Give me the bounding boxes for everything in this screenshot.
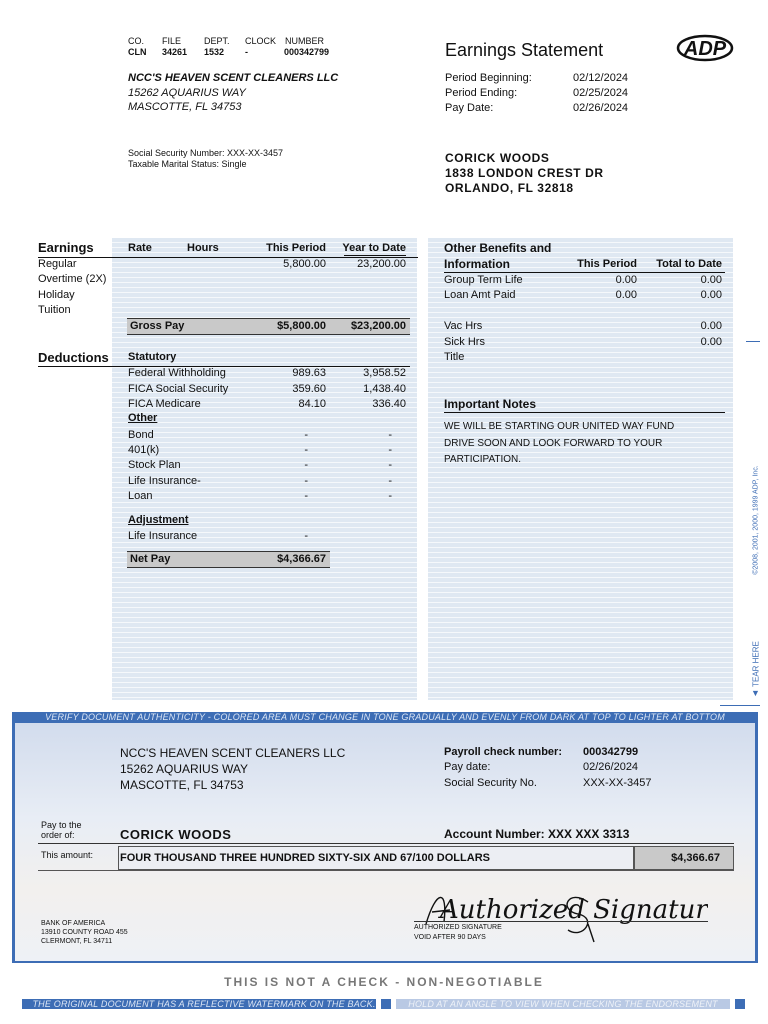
notes-title: Important Notes [444, 397, 537, 411]
net-pay-label: Net Pay [130, 553, 171, 565]
tear-line [720, 705, 760, 706]
adjustment-row-label: Life Insurance [128, 530, 198, 542]
check-company-name: NCC'S HEAVEN SCENT CLEANERS LLC [120, 746, 346, 760]
clock-label: CLOCK [245, 36, 277, 46]
banner-marker-left [22, 999, 32, 1009]
pay-date-value: 02/26/2024 [573, 102, 629, 114]
benefit-row-label: Group Term Life [444, 274, 523, 286]
pay-date-label: Pay Date: [445, 102, 494, 114]
statement-title: Earnings Statement [445, 40, 604, 60]
company-address-1: 15262 AQUARIUS WAY [128, 87, 246, 99]
company-address-2: MASCOTTE, FL 34753 [128, 101, 242, 113]
adjustment-label: Adjustment [128, 514, 189, 526]
earnings-row-label: Overtime (2X) [38, 273, 107, 285]
file-value: 34261 [162, 47, 188, 57]
check-pay-date-value: 02/26/2024 [583, 761, 639, 773]
amount-rule [38, 870, 734, 871]
bank-address-2: CLERMONT, FL 34711 [41, 938, 113, 945]
ytd-column-header: Year to Date [342, 242, 406, 254]
ssn-line: Social Security Number: XXX-XX-3457 [128, 148, 284, 158]
notes-rule [444, 412, 725, 413]
deduction-row-label: Federal Withholding [128, 367, 226, 379]
void-after-label: VOID AFTER 90 DAYS [414, 934, 486, 941]
deduction-row-ytd: 1,438.40 [363, 383, 406, 395]
benefits-total-header: Total to Date [656, 258, 722, 270]
check-ssn-label: Social Security No. [444, 777, 537, 789]
benefit-row-period: 0.00 [615, 289, 637, 301]
adjustment-row-period: - [304, 530, 308, 542]
deduction-row-period: 359.60 [292, 383, 326, 395]
hours-row-label: Title [444, 351, 465, 363]
employee-address-2: ORLANDO, FL 32818 [445, 181, 574, 195]
other-row-ytd: - [388, 459, 392, 471]
co-label: CO. [128, 36, 145, 46]
file-label: FILE [162, 36, 182, 46]
banner-marker-right [735, 999, 745, 1009]
other-row-label: Life Insurance- [128, 475, 201, 487]
payee-name: CORICK WOODS [120, 827, 232, 842]
number-value: 000342799 [284, 47, 330, 57]
tear-here-text: TEAR HERE [751, 641, 761, 687]
deduction-row-label: FICA Medicare [128, 398, 201, 410]
check-number-value: 000342799 [583, 746, 639, 758]
hours-row-total: 0.00 [700, 320, 722, 332]
bank-address-1: 13910 COUNTY ROAD 455 [41, 929, 128, 936]
gross-pay-ytd: $23,200.00 [350, 320, 406, 332]
other-row-ytd: - [388, 490, 392, 502]
pay-to-label-line2: order of: [41, 830, 75, 840]
earnings-title: Earnings [38, 240, 94, 255]
gross-pay-row [127, 318, 410, 335]
deductions-title: Deductions [38, 350, 109, 365]
deduction-row-period: 989.63 [292, 367, 326, 379]
deduction-row-period: 84.10 [298, 398, 326, 410]
hours-row-label: Sick Hrs [444, 336, 485, 348]
gross-pay-label: Gross Pay [130, 320, 185, 332]
employee-address-1: 1838 LONDON CREST DR [445, 166, 604, 180]
check-bottom-rule [12, 961, 758, 963]
other-row-label: Bond [128, 429, 154, 441]
payee-rule [38, 843, 734, 844]
ytd-overline [344, 255, 406, 256]
svg-text:Authorized Signature: Authorized Signature [440, 895, 708, 925]
authenticity-banner: VERIFY DOCUMENT AUTHENTICITY - COLORED AREA MUST CHANGE IN TONE GRADUALLY AND EVENLY FROM DARK AT TOP TO LIGHTER AT BOTTOM [12, 712, 758, 723]
account-label-text: Account Number: [444, 827, 545, 841]
dept-value: 1532 [204, 47, 225, 57]
other-row-label: Stock Plan [128, 459, 181, 471]
amount-numeric: $4,366.67 [671, 852, 720, 864]
deduction-row-ytd: 336.40 [372, 398, 406, 410]
amount-label: This amount: [41, 850, 94, 860]
number-label: NUMBER [285, 36, 325, 46]
earnings-row-label: Regular [38, 258, 77, 270]
check-company-address-1: 15262 AQUARIUS WAY [120, 762, 249, 776]
tear-arrow-icon: ▼ [751, 688, 760, 698]
period-begin-label: Period Beginning: [445, 72, 532, 84]
watermark-banner: THE ORIGINAL DOCUMENT HAS A REFLECTIVE WATERMARK ON THE BACK. [32, 999, 376, 1009]
other-row-period: - [304, 429, 308, 441]
endorsement-banner: HOLD AT AN ANGLE TO VIEW WHEN CHECKING THE ENDORSEMENT [396, 999, 730, 1009]
benefit-row-total: 0.00 [700, 289, 722, 301]
other-label: Other [128, 412, 158, 424]
notes-body [444, 419, 674, 469]
earnings-row-period: 5,800.00 [283, 258, 326, 270]
amount-in-words: FOUR THOUSAND THREE HUNDRED SIXTY-SIX AND 67/100 DOLLARS [120, 852, 490, 864]
adp-logo [676, 34, 734, 62]
account-number-label [444, 827, 629, 841]
other-row-label: 401(k) [128, 444, 160, 456]
pay-to-label-line1: Pay to the [41, 820, 82, 830]
other-row-ytd: - [388, 475, 392, 487]
other-row-period: - [304, 444, 308, 456]
banner-marker-mid [381, 999, 391, 1009]
period-end-label: Period Ending: [445, 87, 518, 99]
other-row-period: - [304, 475, 308, 487]
other-row-label: Loan [128, 490, 153, 502]
benefits-title-line2: Information [444, 257, 510, 271]
this-period-column-header: This Period [266, 242, 326, 254]
earnings-row-label: Tuition [38, 304, 71, 316]
deduction-row-label: FICA Social Security [128, 383, 229, 395]
rate-column-header: Rate [128, 242, 152, 254]
pay-to-label [41, 820, 82, 840]
net-pay-row [127, 551, 330, 568]
notes-line: PARTICIPATION. [444, 454, 522, 465]
employee-name: CORICK WOODS [445, 151, 550, 165]
benefit-row-label: Loan Amt Paid [444, 289, 516, 301]
earnings-row-ytd: 23,200.00 [357, 258, 406, 270]
check-number-label: Payroll check number: [444, 746, 562, 758]
net-pay-value: $4,366.67 [277, 553, 326, 565]
authorized-signature-caption [414, 923, 502, 943]
check-ssn-value: XXX-XX-3457 [583, 777, 652, 789]
deduction-row-ytd: 3,958.52 [363, 367, 406, 379]
benefit-row-period: 0.00 [615, 274, 637, 286]
gross-pay-period: $5,800.00 [277, 320, 326, 332]
bank-info [41, 919, 128, 946]
copyright-text: ©2008, 2001, 2000, 1999 ADP, Inc. [752, 465, 760, 575]
hours-row-label: Vac Hrs [444, 320, 483, 332]
check-company-address-2: MASCOTTE, FL 34753 [120, 778, 244, 792]
benefits-panel-background [428, 238, 733, 700]
other-row-period: - [304, 490, 308, 502]
dept-label: DEPT. [204, 36, 230, 46]
hours-row-total: 0.00 [700, 336, 722, 348]
benefits-this-period-header: This Period [577, 258, 637, 270]
clock-value: - [245, 47, 248, 57]
svg-text:ADP: ADP [683, 38, 727, 60]
notes-line: DRIVE SOON AND LOOK FORWARD TO YOUR [444, 437, 663, 449]
not-a-check-notice: THIS IS NOT A CHECK - NON-NEGOTIABLE [224, 975, 544, 989]
hours-column-header: Hours [187, 242, 219, 254]
benefits-title-line1: Other Benefits and [444, 241, 552, 255]
benefit-row-total: 0.00 [700, 274, 722, 286]
company-name: NCC'S HEAVEN SCENT CLEANERS LLC [128, 72, 339, 84]
account-number-value: XXX XXX 3313 [548, 827, 630, 841]
side-tick [746, 341, 760, 342]
bank-name: BANK OF AMERICA [41, 920, 106, 927]
co-value: CLN [128, 47, 147, 57]
other-row-ytd: - [388, 429, 392, 441]
check-pay-date-label: Pay date: [444, 761, 491, 773]
period-end-value: 02/25/2024 [573, 87, 629, 99]
other-row-period: - [304, 459, 308, 471]
marital-status-line: Taxable Marital Status: Single [128, 159, 247, 169]
period-begin-value: 02/12/2024 [573, 72, 629, 84]
notes-line: WE WILL BE STARTING OUR UNITED WAY FUND [444, 421, 675, 432]
earnings-row-label: Holiday [38, 289, 75, 301]
statutory-label: Statutory [128, 351, 177, 363]
other-row-ytd: - [388, 444, 392, 456]
signature-rule [414, 921, 708, 922]
authorized-signature-label: AUTHORIZED SIGNATURE [414, 924, 502, 931]
